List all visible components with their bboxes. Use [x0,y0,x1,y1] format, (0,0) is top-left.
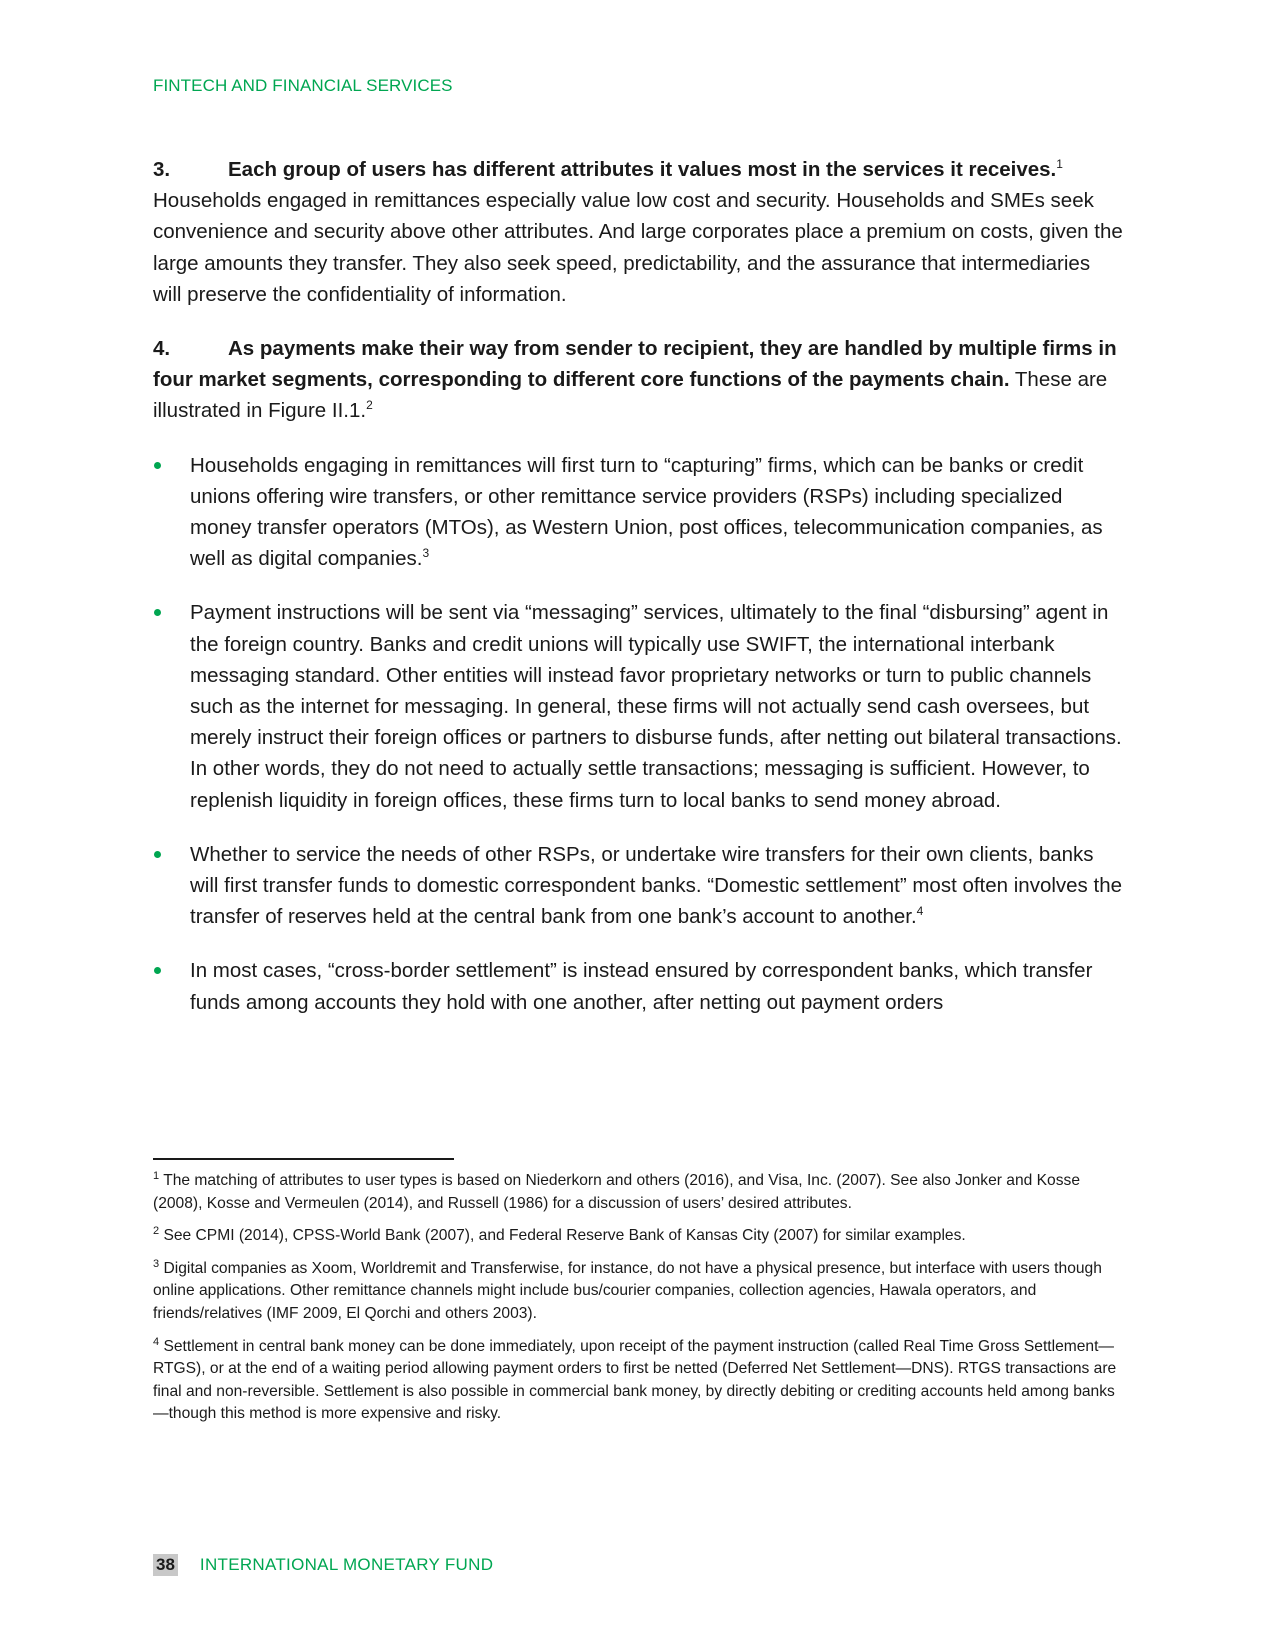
footnote-mark: 3 [153,1257,160,1270]
footnote-text: The matching of attributes to user types is based on Niederkorn and others (2016), and Visa, Inc. (2007). See also Jonker and Kosse (2008), Kosse and Vermeulen (2014), and Russell (1986) for a discussion of users’ desired attributes. [153,1172,1080,1212]
footnote-mark: 1 [153,1169,160,1182]
footnote-reference[interactable]: 1 [1056,157,1063,172]
footnote-mark: 2 [153,1225,160,1237]
paragraph-lead: As payments make their way from sender to recipient, they are handled by multiple firms in four market segments, corresponding to different core functions of the payments chain. [153,337,1117,392]
footnotes [153,1170,1123,1436]
footnote-text: Settlement in central bank money can be done immediately, upon receipt of the payment instruction (called Real Time Gross Settlement—RTGS), or at the end of a waiting period allowing payment orders to first be netted (Deferred Net Settlement—DNS). RTGS transactions are final and non-reversible. Settlement is also possible in commercial bank money, by directly debiting or crediting accounts held among banks—though this method is more expensive and risky. [153,1337,1117,1423]
footnote-2 [153,1225,1123,1248]
footnote-4 [153,1336,1123,1426]
list-item [153,597,1123,815]
paragraph-lead: Each group of users has different attributes it values most in the services it receives. [228,158,1057,181]
footer-publisher: INTERNATIONAL MONETARY FUND [199,1555,494,1574]
footnote-reference[interactable]: 2 [366,398,373,413]
paragraph-body: Households engaged in remittances especially value low cost and security. Households and SMEs seek convenience and security above other attributes. And large corporates place a premium on costs, given the large amounts they transfer. They also seek speed, predictability, and the assurance that intermediaries will preserve the confidentiality of information. [153,189,1123,306]
footnote-1 [153,1170,1123,1215]
list-item [153,955,1123,1017]
bullet-text: Households engaging in remittances will first turn to “capturing” firms, which can be banks or credit unions offering wire transfers, or other remittance service providers (RSPs) including specialized money transfer operators (MTOs), as Western Union, post offices, telecommunication companies, as well as digital companies. [190,453,1103,571]
paragraph-number: 3. [153,158,171,181]
list-item [153,450,1123,575]
paragraph-number: 4. [153,337,171,361]
running-header: FINTECH AND FINANCIAL SERVICES [153,76,453,95]
bullet-icon [154,609,161,616]
footnote-mark: 4 [153,1335,160,1348]
footnote-divider [153,1158,454,1160]
bullet-text: In most cases, “cross-border settlement” is instead ensured by correspondent banks, which transfer funds among accounts they hold with one another, after netting out payment orders [190,959,1093,1014]
bullet-list [153,450,1123,1018]
bullet-icon [154,851,161,858]
page-number: 38 [153,1554,178,1576]
footnote-3 [153,1258,1123,1326]
page-footer [153,1554,493,1576]
footnote-reference[interactable]: 3 [422,546,430,561]
bullet-text: Whether to service the needs of other RSPs, or undertake wire transfers for their own clients, banks will first transfer funds to domestic correspondent banks. “Domestic settlement” most often involves the transfer of reserves held at the central bank from one bank’s account to another. [190,842,1122,929]
footnote-text: Digital companies as Xoom, Worldremit and Transferwise, for instance, do not have a physical presence, but interface with users though online applications. Other remittance channels might include bus/courier companies, collection agencies, Hawala operators, and friends/relatives (IMF 2009, El Qorchi and others 2003). [153,1259,1102,1322]
list-item [153,839,1123,933]
footnote-reference[interactable]: 4 [916,904,924,919]
body-text [153,154,1123,1041]
paragraph-body: These are illustrated in Figure II.1. [153,368,1108,423]
paragraph-4 [153,333,1123,427]
bullet-icon [154,462,161,469]
footnote-text: See CPMI (2014), CPSS-World Bank (2007), and Federal Reserve Bank of Kansas City (2007) for similar examples. [163,1227,966,1245]
bullet-text: Payment instructions will be sent via “messaging” services, ultimately to the final “disbursing” agent in the foreign country. Banks and credit unions will typically use SWIFT, the international interbank messaging standard. Other entities will instead favor proprietary networks or turn to public channels such as the internet for messaging. In general, these firms will not actually send cash oversees, but merely instruct their foreign offices or partners to disburse funds, after netting out bilateral transactions. In other words, they do not need to actually settle transactions; messaging is sufficient. However, to replenish liquidity in foreign offices, these firms turn to local banks to send money abroad. [190,601,1122,812]
paragraph-3 [153,154,1123,310]
bullet-icon [154,967,161,974]
